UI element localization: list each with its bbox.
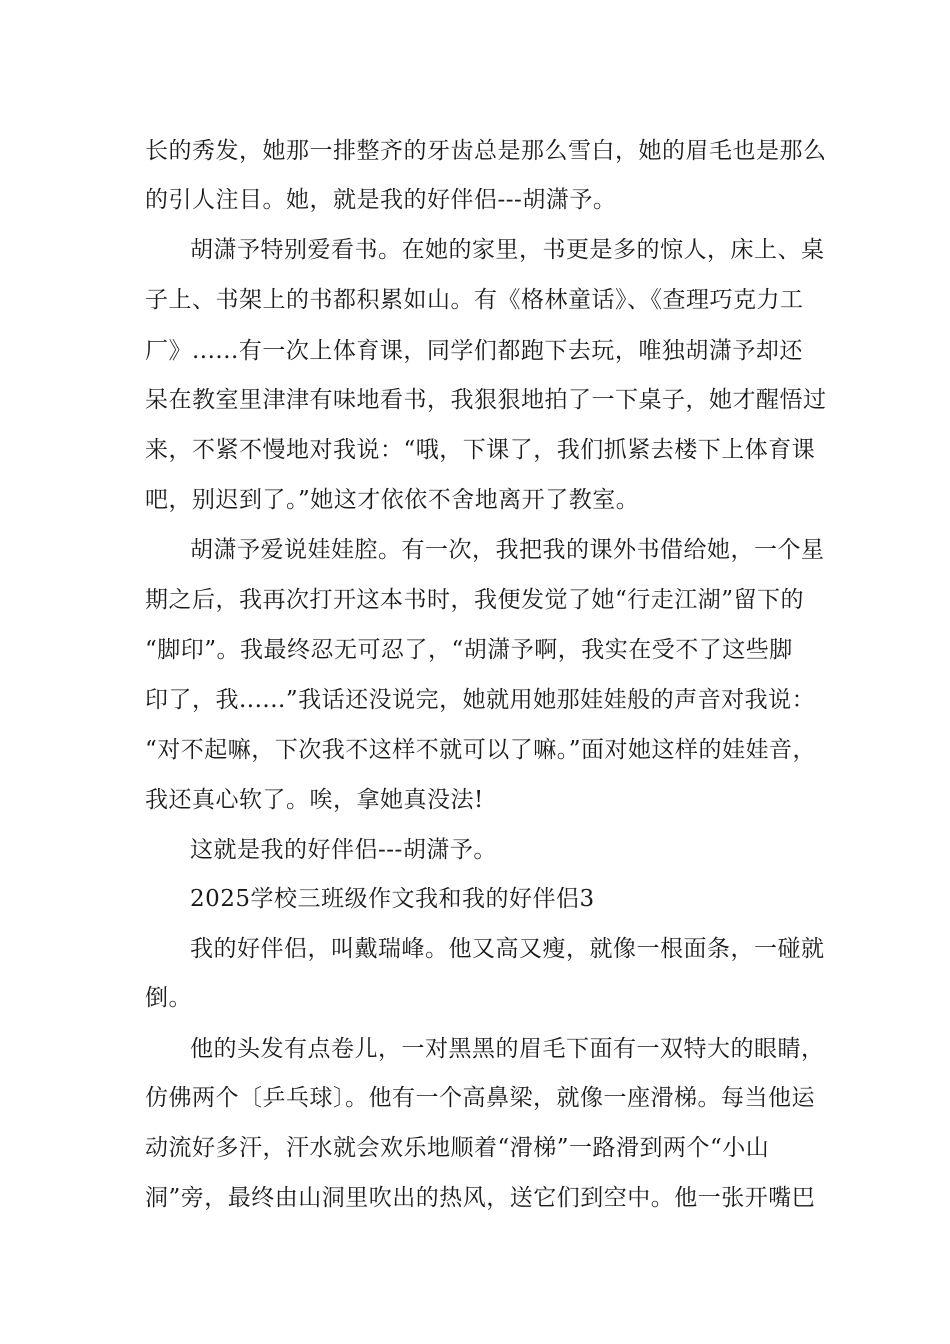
paragraph-start-line: 他的头发有点卷儿，一对黑黑的眉毛下面有一双特大的眼睛， [190, 1036, 825, 1062]
text-line: 期之后，我再次打开这本书时，我便发觉了她“行走江湖”留下的 [145, 587, 805, 613]
paragraph-start-line: 胡潇予爱说娃娃腔。有一次，我把我的课外书借给她，一个星 [190, 537, 825, 563]
text-line: 倒。 [145, 985, 192, 1011]
text-line: 印了，我......”我话还没说完，她就用她那娃娃般的声音对我说： [145, 687, 816, 713]
section-heading: 2025学校三班级作文我和我的好伴侣3 [190, 886, 595, 912]
paragraph-start-line: 我的好伴侣，叫戴瑞峰。他又高又瘦，就像一根面条，一碰就 [190, 936, 825, 962]
text-line: 仿佛两个〔乒乓球〕。他有一个高鼻梁，就像一座滑梯。每当他运 [145, 1085, 815, 1111]
paragraph-start-line: 胡潇予特别爱看书。在她的家里，书更是多的惊人，床上、桌 [190, 237, 825, 263]
text-line: 动流好多汗，汗水就会欢乐地顺着“滑梯”一路滑到两个“小山 [145, 1135, 770, 1161]
text-line: “对不起嘛，下次我不这样不就可以了嘛。”面对她这样的娃娃音， [145, 737, 817, 763]
text-line: “脚印”。我最终忍无可忍了，“胡潇予啊，我实在受不了这些脚 [145, 637, 793, 663]
text-line: 长的秀发，她那一排整齐的牙齿总是那么雪白，她的眉毛也是那么 [145, 138, 827, 164]
text-line: 的引人注目。她，就是我的好伴侣---胡潇予。 [145, 187, 617, 213]
text-line: 洞”旁，最终由山洞里吹出的热风，送它们到空中。他一张开嘴巴 [145, 1185, 816, 1211]
text-line: 吧，别迟到了。”她这才依依不舍地离开了教室。 [145, 487, 640, 513]
text-line: 厂》......有一次上体育课，同学们都跑下去玩，唯独胡潇予却还 [145, 338, 803, 364]
text-line: 子上、书架上的书都积累如山。有《格林童话》、《查理巧克力工 [145, 287, 804, 313]
text-line: 来，不紧不慢地对我说：“哦，下课了，我们抓紧去楼下上体育课 [145, 437, 816, 463]
paragraph-start-line: 这就是我的好伴侣---胡潇予。 [190, 837, 497, 863]
text-line: 呆在教室里津津有味地看书，我狠狠地拍了一下桌子，她才醒悟过 [145, 387, 827, 413]
text-line: 我还真心软了。唉，拿她真没法! [145, 787, 484, 813]
